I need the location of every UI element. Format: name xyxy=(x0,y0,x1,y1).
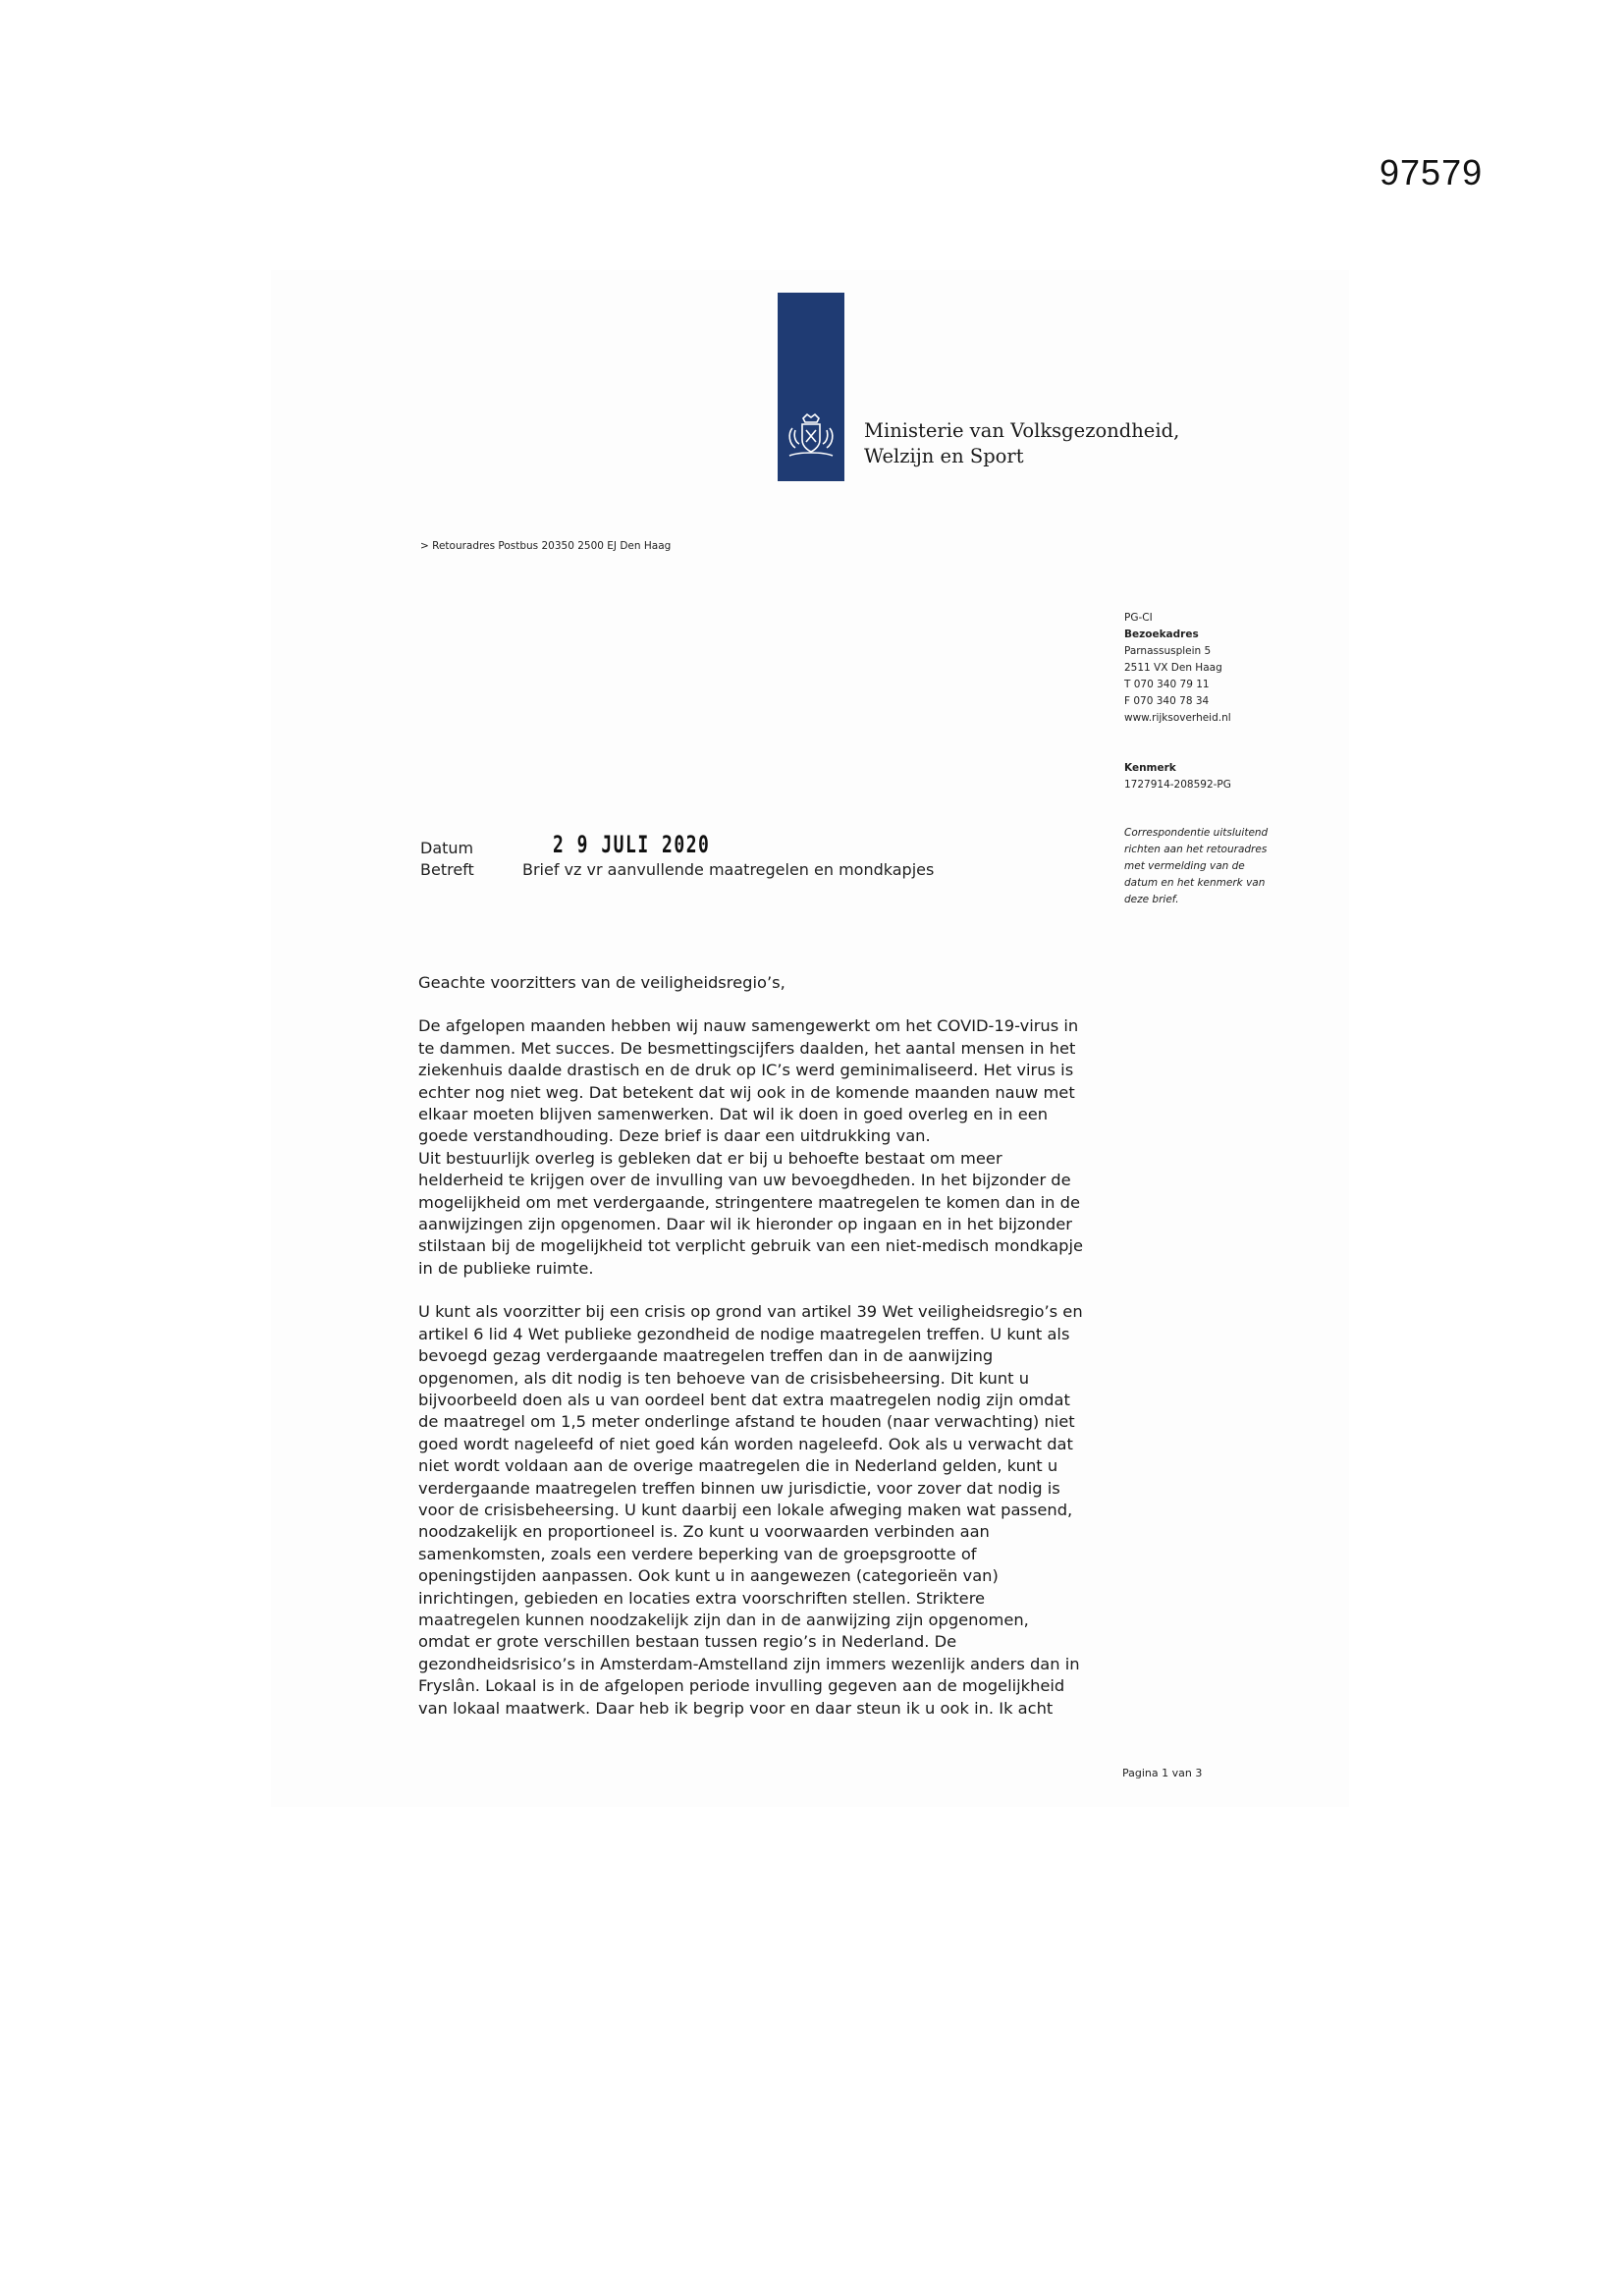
body-line: goed wordt nageleefd of niet goed kán worden nageleefd. Ook als u verwacht dat xyxy=(418,1434,1073,1453)
ministry-name xyxy=(864,418,1179,469)
letter-body xyxy=(418,972,1125,1720)
body-line: aanwijzingen zijn opgenomen. Daar wil ik hieronder op ingaan en in het bijzonder xyxy=(418,1215,1072,1234)
document-id: 97579 xyxy=(1380,152,1484,192)
body-line: openingstijden aanpassen. Ook kunt u in aangewezen (categorieën van) xyxy=(418,1566,999,1586)
ministry-name-line-1: Ministerie van Volksgezondheid, xyxy=(864,419,1180,442)
body-line: echter nog niet weg. Dat betekent dat wij ook in de komende maanden nauw met xyxy=(418,1082,1075,1102)
subject-value: Brief vz vr aanvullende maatregelen en mondkapjes xyxy=(522,860,935,879)
note-line: deze brief. xyxy=(1124,894,1179,905)
department: PG-CI xyxy=(1124,612,1153,624)
body-line: helderheid te krijgen over de invulling van uw bevoegdheden. In het bijzonder de xyxy=(418,1171,1071,1190)
body-line: goede verstandhouding. Deze brief is daar een uitdrukking van. xyxy=(418,1126,931,1146)
body-line: mogelijkheid om met verdergaande, stringentere maatregelen te komen dan in de xyxy=(418,1192,1080,1212)
body-line: Uit bestuurlijk overleg is gebleken dat er bij u behoefte bestaat om meer xyxy=(418,1148,1002,1168)
fax-number: F 070 340 78 34 xyxy=(1124,695,1210,707)
phone-number: T 070 340 79 11 xyxy=(1124,679,1210,690)
note-line: met vermelding van de xyxy=(1124,860,1245,872)
body-line: inrichtingen, gebieden en locaties extra voorschriften stellen. Striktere xyxy=(418,1588,986,1608)
body-line: de maatregel om 1,5 meter onderlinge afstand te houden (naar verwachting) niet xyxy=(418,1412,1075,1432)
return-address: > Retouradres Postbus 20350 2500 EJ Den Haag xyxy=(420,540,672,552)
body-line: bevoegd gezag verdergaande maatregelen treffen dan in de aanwijzing xyxy=(418,1346,994,1366)
salutation: Geachte voorzitters van de veiligheidsregio’s, xyxy=(418,973,785,992)
body-line: gezondheidsrisico’s in Amsterdam-Amstelland zijn immers wezenlijk anders dan in xyxy=(418,1654,1080,1673)
body-line: stilstaan bij de mogelijkheid tot verplicht gebruik van een niet-medisch mondkapje xyxy=(418,1236,1084,1256)
reference-label: Kenmerk xyxy=(1124,762,1176,774)
royal-crest-icon xyxy=(784,410,839,465)
correspondence-note xyxy=(1124,825,1311,908)
paragraph-2 xyxy=(418,1301,1125,1720)
body-line: elkaar moeten blijven samenwerken. Dat wil ik doen in goed overleg en in een xyxy=(418,1105,1049,1124)
body-line: verdergaande maatregelen treffen binnen uw jurisdictie, voor zover dat nodig is xyxy=(418,1478,1060,1498)
body-line: noodzakelijk en proportioneel is. Zo kunt u voorwaarden verbinden aan xyxy=(418,1522,990,1542)
body-line: maatregelen kunnen noodzakelijk zijn dan in de aanwijzing zijn opgenomen, xyxy=(418,1610,1029,1629)
visit-address-label: Bezoekadres xyxy=(1124,629,1199,640)
body-line: ziekenhuis daalde drastisch en de druk op IC’s werd geminimaliseerd. Het virus is xyxy=(418,1061,1074,1080)
date-label: Datum xyxy=(420,839,474,857)
note-line: Correspondentie uitsluitend xyxy=(1124,827,1269,839)
website: www.rijksoverheid.nl xyxy=(1124,712,1231,724)
body-line: omdat er grote verschillen bestaan tussen regio’s in Nederland. De xyxy=(418,1632,957,1652)
body-line: te dammen. Met succes. De besmettingscijfers daalden, het aantal mensen in het xyxy=(418,1038,1076,1058)
date-stamp: 2 9 JULI 2020 xyxy=(553,831,711,858)
reference-value: 1727914-208592-PG xyxy=(1124,779,1231,791)
paragraph-1 xyxy=(418,1015,1125,1280)
body-line: van lokaal maatwerk. Daar heb ik begrip voor en daar steun ik u ook in. Ik acht xyxy=(418,1698,1054,1718)
body-line: bijvoorbeeld doen als u van oordeel bent dat extra maatregelen nodig zijn omdat xyxy=(418,1390,1070,1409)
note-line: richten aan het retouradres xyxy=(1124,844,1268,855)
note-line: datum en het kenmerk van xyxy=(1124,877,1266,889)
subject-label: Betreft xyxy=(420,860,474,879)
ministry-name-line-2: Welzijn en Sport xyxy=(864,445,1024,467)
body-line: U kunt als voorzitter bij een crisis op grond van artikel 39 Wet veiligheidsregio’s en xyxy=(418,1302,1083,1322)
body-line: Fryslân. Lokaal is in de afgelopen periode invulling gegeven aan de mogelijkheid xyxy=(418,1676,1065,1696)
body-line: in de publieke ruimte. xyxy=(418,1258,594,1278)
page-number: Pagina 1 van 3 xyxy=(1122,1767,1203,1779)
body-line: voor de crisisbeheersing. U kunt daarbij een lokale afweging maken wat passend, xyxy=(418,1500,1073,1519)
body-line: niet wordt voldaan aan de overige maatregelen die in Nederland gelden, kunt u xyxy=(418,1456,1058,1476)
sender-sidebar xyxy=(1124,610,1311,908)
visit-postcode-city: 2511 VX Den Haag xyxy=(1124,662,1222,674)
body-line: samenkomsten, zoals een verdere beperking van de groepsgrootte of xyxy=(418,1544,977,1563)
body-line: De afgelopen maanden hebben wij nauw samengewerkt om het COVID-19-virus in xyxy=(418,1016,1079,1036)
body-line: artikel 6 lid 4 Wet publieke gezondheid de nodige maatregelen treffen. U kunt als xyxy=(418,1324,1070,1343)
visit-street: Parnassusplein 5 xyxy=(1124,645,1212,657)
body-line: opgenomen, als dit nodig is ten behoeve van de crisisbeheersing. Dit kunt u xyxy=(418,1368,1030,1388)
